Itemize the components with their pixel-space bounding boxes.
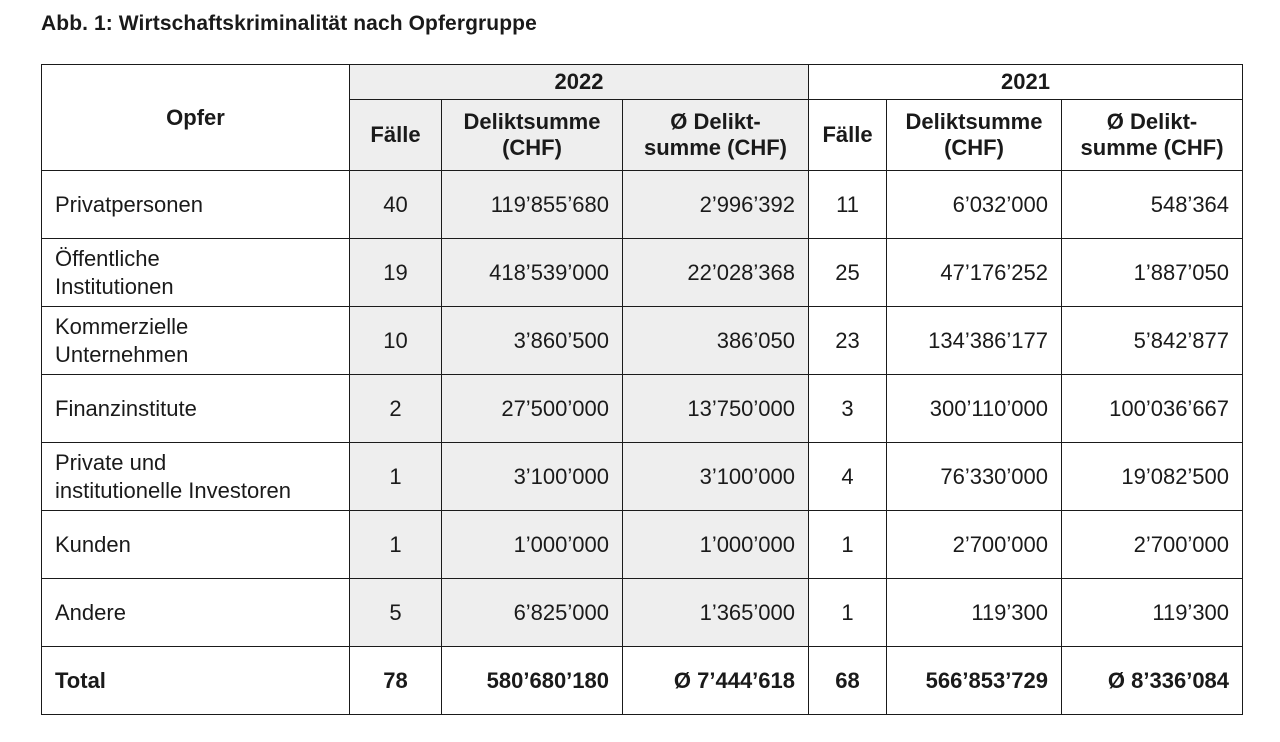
year-2022-header: 2022	[350, 65, 809, 100]
faelle-2021-cell: 4	[809, 443, 887, 511]
avg-deliktsumme-2022-cell: 22’028’368	[623, 239, 809, 307]
row-label: Kunden	[42, 511, 350, 579]
total-row	[42, 647, 1243, 715]
deliktsumme-2021-cell: 76’330’000	[887, 443, 1062, 511]
row-label: Privatpersonen	[42, 171, 350, 239]
faelle-2022-cell: 1	[350, 511, 442, 579]
faelle-2022-cell: 10	[350, 307, 442, 375]
deliktsumme-2021-cell: 134’386’177	[887, 307, 1062, 375]
avg-deliktsumme-2022-cell: 1’000’000	[623, 511, 809, 579]
table-row	[42, 307, 1243, 375]
table-row	[42, 511, 1243, 579]
faelle-2022-cell: 40	[350, 171, 442, 239]
avg-deliktsumme-2022-cell: 3’100’000	[623, 443, 809, 511]
faelle-2021-cell: 11	[809, 171, 887, 239]
avg-deliktsumme-2022-cell: 1’365’000	[623, 579, 809, 647]
deliktsumme-2021-cell: 119’300	[887, 579, 1062, 647]
row-label: Finanzinstitute	[42, 375, 350, 443]
year-header-row	[42, 65, 1243, 100]
total-faelle-2021: 68	[809, 647, 887, 715]
year-2021-header: 2021	[809, 65, 1243, 100]
avg-deliktsumme-2021-cell: 1’887’050	[1062, 239, 1243, 307]
table-row	[42, 239, 1243, 307]
table-row	[42, 579, 1243, 647]
deliktsumme-2022-cell: 6’825’000	[442, 579, 623, 647]
opfer-column-header: Opfer	[42, 65, 350, 171]
table-row	[42, 171, 1243, 239]
row-label: Öffentliche Institutionen	[42, 239, 350, 307]
faelle-2022-cell: 19	[350, 239, 442, 307]
avg-deliktsumme-2022-cell: 386’050	[623, 307, 809, 375]
avg-deliktsumme-2021-cell: 548’364	[1062, 171, 1243, 239]
deliktsumme-2022-cell: 27’500’000	[442, 375, 623, 443]
faelle-2022-cell: 5	[350, 579, 442, 647]
row-label: Kommerzielle Unternehmen	[42, 307, 350, 375]
row-label: Private und institutionelle Investoren	[42, 443, 350, 511]
total-deliktsumme-2022: 580’680’180	[442, 647, 623, 715]
faelle-2022-cell: 2	[350, 375, 442, 443]
deliktsumme-2021-cell: 2’700’000	[887, 511, 1062, 579]
avg-deliktsumme-2021-cell: 2’700’000	[1062, 511, 1243, 579]
deliktsumme-2022-cell: 3’100’000	[442, 443, 623, 511]
deliktsumme-2022-cell: 1’000’000	[442, 511, 623, 579]
deliktsumme-2021-header: Deliktsumme (CHF)	[887, 100, 1062, 171]
faelle-2021-cell: 1	[809, 511, 887, 579]
faelle-2021-cell: 1	[809, 579, 887, 647]
avg-deliktsumme-2022-header: Ø Delikt- summe (CHF)	[623, 100, 809, 171]
avg-deliktsumme-2022-cell: 13’750’000	[623, 375, 809, 443]
avg-deliktsumme-2022-cell: 2’996’392	[623, 171, 809, 239]
avg-deliktsumme-2021-cell: 100’036’667	[1062, 375, 1243, 443]
figure-caption: Abb. 1: Wirtschaftskriminalität nach Opfergruppe	[41, 12, 537, 35]
deliktsumme-2022-cell: 418’539’000	[442, 239, 623, 307]
faelle-2022-cell: 1	[350, 443, 442, 511]
total-avg-deliktsumme-2021: Ø 8’336’084	[1062, 647, 1243, 715]
total-deliktsumme-2021: 566’853’729	[887, 647, 1062, 715]
deliktsumme-2021-cell: 47’176’252	[887, 239, 1062, 307]
avg-deliktsumme-2021-cell: 19’082’500	[1062, 443, 1243, 511]
faelle-2021-cell: 3	[809, 375, 887, 443]
avg-deliktsumme-2021-header: Ø Delikt- summe (CHF)	[1062, 100, 1243, 171]
faelle-2022-header: Fälle	[350, 100, 442, 171]
faelle-2021-cell: 23	[809, 307, 887, 375]
deliktsumme-2021-cell: 300’110’000	[887, 375, 1062, 443]
faelle-2021-cell: 25	[809, 239, 887, 307]
table-row	[42, 375, 1243, 443]
victim-group-table	[41, 64, 1243, 715]
deliktsumme-2022-cell: 3’860’500	[442, 307, 623, 375]
deliktsumme-2022-header: Deliktsumme (CHF)	[442, 100, 623, 171]
total-faelle-2022: 78	[350, 647, 442, 715]
faelle-2021-header: Fälle	[809, 100, 887, 171]
total-avg-deliktsumme-2022: Ø 7’444’618	[623, 647, 809, 715]
deliktsumme-2021-cell: 6’032’000	[887, 171, 1062, 239]
avg-deliktsumme-2021-cell: 5’842’877	[1062, 307, 1243, 375]
table-row	[42, 443, 1243, 511]
deliktsumme-2022-cell: 119’855’680	[442, 171, 623, 239]
avg-deliktsumme-2021-cell: 119’300	[1062, 579, 1243, 647]
row-label: Andere	[42, 579, 350, 647]
total-label: Total	[42, 647, 350, 715]
